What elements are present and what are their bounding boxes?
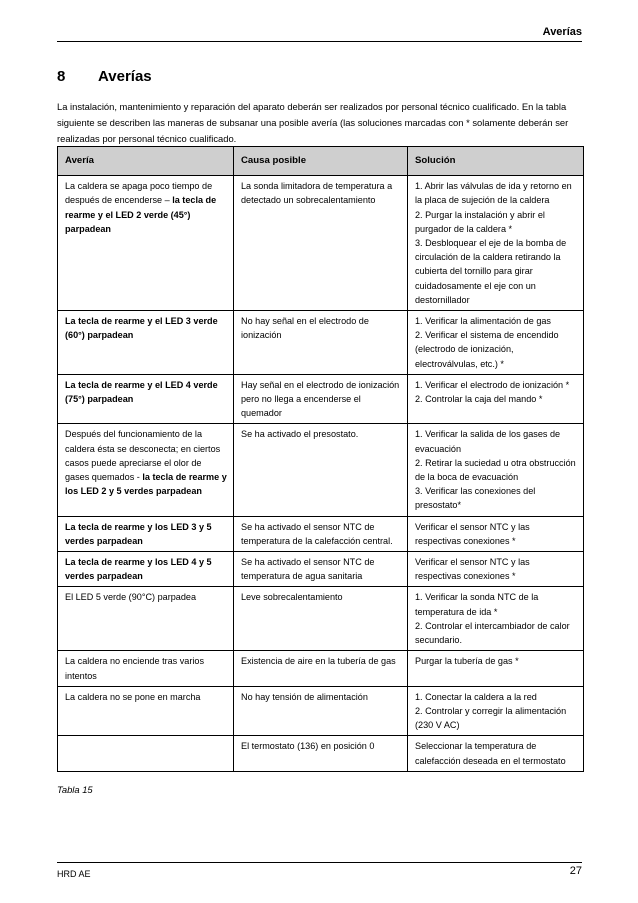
solution-step: Verificar el sensor NTC y las respectivas conexiones * — [415, 521, 530, 546]
solution-cell — [408, 651, 584, 686]
solution-step: Purgar la tubería de gas * — [415, 656, 519, 667]
solution-step: 1. Verificar el electrodo de ionización * — [415, 379, 570, 390]
fault-text: La caldera no se pone en marcha — [65, 691, 201, 702]
fault-text: La caldera se apaga poco tiempo de después de encenderse – — [65, 181, 213, 206]
footer-model: HRD AE — [57, 869, 91, 879]
fault-text: la tecla de rearme y el LED 2 verde (45°) parpadean — [65, 195, 217, 234]
table-body — [58, 176, 584, 772]
fault-cell — [58, 176, 234, 311]
fault-cell — [58, 516, 234, 551]
chapter-title: Averías — [98, 68, 152, 85]
chapter-number: 8 — [57, 68, 66, 85]
table-row — [58, 686, 584, 736]
cause-cell: Hay señal en el electrodo de ionización pero no llega a encenderse el quemador — [234, 374, 408, 424]
troubleshooting-table — [57, 146, 584, 772]
fault-cell — [58, 374, 234, 424]
fault-cell — [58, 552, 234, 587]
running-header-title: Averías — [542, 26, 582, 38]
solution-step: 2. Retirar la suciedad u otra obstrucción de la boca de evacuación — [415, 457, 576, 483]
solution-cell — [408, 176, 584, 311]
solution-step: 2. Verificar el sistema de encendido (electrodo de ionización, electroválvulas, etc.) * — [415, 330, 559, 369]
fault-cell — [58, 651, 234, 686]
header-divider — [57, 41, 582, 42]
fault-text: La caldera no enciende tras varios intentos — [65, 656, 205, 681]
fault-cell — [58, 311, 234, 375]
solution-step: 3. Verificar las conexiones del presostato* — [415, 486, 536, 511]
cause-cell: No hay señal en el electrodo de ionización — [234, 311, 408, 375]
cause-cell: Existencia de aire en la tubería de gas — [234, 651, 408, 686]
solution-step: 2. Controlar y corregir la alimentación (230 V AC) — [415, 705, 567, 731]
solution-cell — [408, 736, 584, 771]
page-number: 27 — [569, 865, 582, 877]
table-row — [58, 176, 584, 311]
cause-cell: No hay tensión de alimentación — [234, 686, 408, 736]
solution-cell — [408, 374, 584, 424]
solution-step: 1. Verificar la salida de los gases de evacuación — [415, 429, 561, 454]
solution-cell — [408, 686, 584, 736]
fault-cell — [58, 424, 234, 516]
solution-cell — [408, 587, 584, 651]
solution-cell — [408, 552, 584, 587]
column-header-cause: Causa posible — [234, 147, 408, 176]
fault-cell — [58, 686, 234, 736]
column-header-fault: Avería — [58, 147, 234, 176]
solution-step: 1. Verificar la sonda NTC de la temperatura de ida * — [415, 592, 539, 617]
fault-text: la tecla de rearme y los LED 2 y 5 verdes parpadean — [65, 472, 227, 497]
solution-step: 1. Conectar la caldera a la red — [415, 691, 537, 702]
intro-paragraph: La instalación, mantenimiento y reparación del aparato deberán ser realizados por personal técnico cualificado. En la tabla siguiente se describen las maneras de subsanar una posible avería (las soluciones marcadas con * solamente deberán ser realizadas por personal técnico cualificado. — [57, 101, 569, 144]
table-row — [58, 552, 584, 587]
table-row — [58, 374, 584, 424]
solution-step: Verificar el sensor NTC y las respectivas conexiones * — [415, 557, 530, 582]
fault-text: La tecla de rearme y los LED 3 y 5 verdes parpadean — [65, 521, 212, 546]
fault-text: La tecla de rearme y los LED 4 y 5 verdes parpadean — [65, 557, 212, 582]
solution-cell — [408, 424, 584, 516]
solution-cell — [408, 311, 584, 375]
cause-cell: La sonda limitadora de temperatura a detectado un sobrecalentamiento — [234, 176, 408, 311]
fault-text: El LED 5 verde (90°C) parpadea — [65, 592, 197, 603]
cause-cell: Se ha activado el presostato. — [234, 424, 408, 516]
table-header-row — [58, 147, 584, 176]
solution-step: 2. Controlar el intercambiador de calor secundario. — [415, 620, 570, 646]
column-header-solution: Solución — [408, 147, 584, 176]
cause-cell: Se ha activado el sensor NTC de temperatura de la calefacción central. — [234, 516, 408, 551]
solution-step: 3. Desbloquear el eje de la bomba de circulación de la caldera retirando la cubierta del tornillo para girar cuidadosamente el eje con un destornillador — [415, 238, 567, 305]
cause-cell: Leve sobrecalentamiento — [234, 587, 408, 651]
table-row — [58, 651, 584, 686]
solution-step: 1. Abrir las válvulas de ida y retorno en la placa de sujeción de la caldera — [415, 181, 572, 206]
cause-cell: Se ha activado el sensor NTC de temperatura de agua sanitaria — [234, 552, 408, 587]
table-row — [58, 424, 584, 516]
footer-divider — [57, 862, 582, 863]
cause-cell: El termostato (136) en posición 0 — [234, 736, 408, 771]
fault-cell — [58, 736, 234, 771]
fault-text: La tecla de rearme y el LED 4 verde (75°) parpadean — [65, 379, 218, 405]
table-row — [58, 736, 584, 771]
solution-step: Seleccionar la temperatura de calefacción deseada en el termostato — [415, 741, 566, 766]
chapter-heading — [57, 68, 152, 85]
table-row — [58, 311, 584, 375]
table-caption: Tabla 15 — [57, 784, 93, 795]
fault-text: La tecla de rearme y el LED 3 verde (60°) parpadean — [65, 316, 218, 341]
table-row — [58, 587, 584, 651]
solution-cell — [408, 516, 584, 551]
solution-step: 1. Verificar la alimentación de gas — [415, 316, 551, 327]
fault-text: Después del funcionamiento de la caldera ésta se desconecta; en ciertos casos puede apreciarse el olor de gases quemados - — [65, 429, 221, 483]
solution-step: 2. Purgar la instalación y abrir el purgador de la caldera * — [415, 209, 545, 234]
fault-cell — [58, 587, 234, 651]
solution-step: 2. Controlar la caja del mando * — [415, 394, 543, 405]
table-row — [58, 516, 584, 551]
